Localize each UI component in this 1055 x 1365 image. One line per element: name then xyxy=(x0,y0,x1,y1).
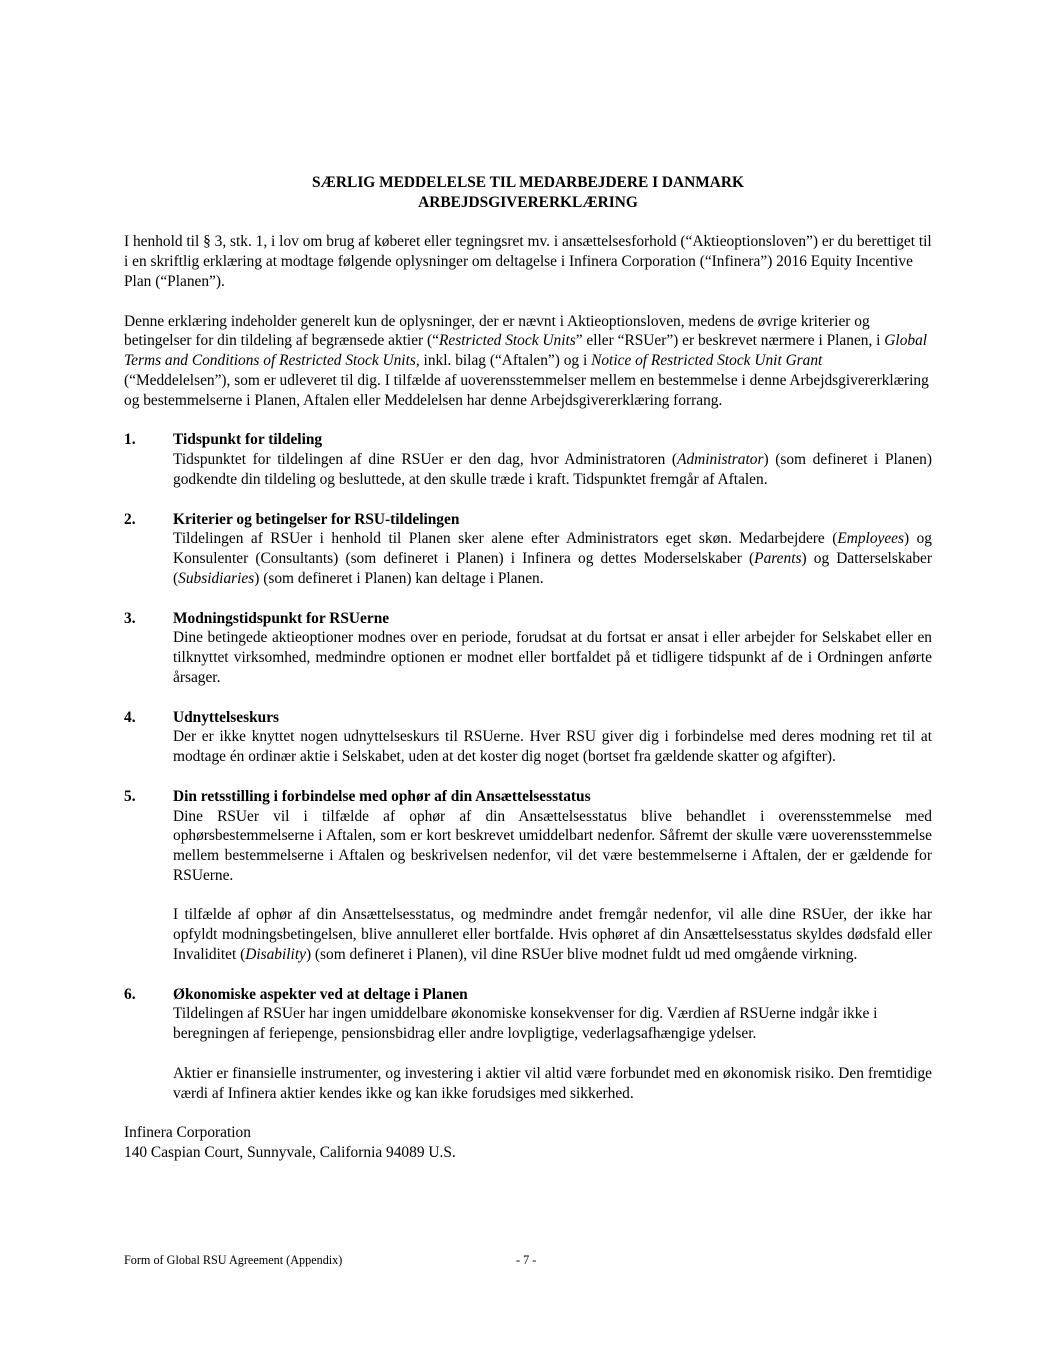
section-number: 6. xyxy=(124,985,136,1003)
section-5 xyxy=(124,787,932,965)
section-text: Tildelingen af RSUer har ingen umiddelbare økonomiske konsekvenser for dig. Værdien af RSUerne indgår ikke i beregningen af feriepenge, pensionsbidrag eller andre lovpligtige, vederlagsafhængige ydelser. xyxy=(173,1005,878,1043)
section-text: Dine RSUer vil i tilfælde af ophør af din Ansættelsesstatus blive behandlet i overensstemmelse med ophørsbestemmelserne i Aftalen, som er kort beskrevet umiddelbart nedenfor. Såfremt der skulle være uoverensstemmelse mellem bestemmelserne i Aftalen og beskrivelsen nedenfor, vil det være bestemmelserne i Aftalen, der er gældende for RSUerne. xyxy=(173,807,932,884)
document-subtitle: ARBEJDSGIVERERKLÆRING xyxy=(418,193,638,211)
section-heading: Kriterier og betingelser for RSU-tildelingen xyxy=(173,510,460,528)
section-number: 3. xyxy=(124,609,136,627)
company-name: Infinera Corporation xyxy=(124,1124,251,1142)
intro-paragraph-1: I henhold til § 3, stk. 1, i lov om brug af køberet eller tegningsret mv. i ansættelsesforhold (“Aktieoptionsloven”) er du berettiget til i en skriftlig erklæring at modtage følgende oplysninger om deltagelse i Infinera Corporation (“Infinera”) 2016 Equity Incentive Plan (“Planen”). xyxy=(124,233,932,290)
section-number: 5. xyxy=(124,787,136,805)
section-4 xyxy=(124,708,932,767)
section-number: 4. xyxy=(124,708,136,726)
section-number: 1. xyxy=(124,431,136,449)
section-1 xyxy=(124,430,932,489)
section-text: Dine betingede aktieoptioner modnes over en periode, forudsat at du fortsat er ansat i eller arbejder for Selskabet eller en tilknyttet virksomhed, medmindre optionen er modnet eller bortfaldet på et tidligere tidspunkt af de i Ordningen anførte årsager. xyxy=(173,629,932,686)
document-page xyxy=(124,173,932,1163)
section-heading: Modningstidspunkt for RSUerne xyxy=(173,609,390,627)
page-number: - 7 - xyxy=(516,1253,537,1267)
company-address: 140 Caspian Court, Sunnyvale, California 94089 U.S. xyxy=(124,1144,456,1162)
section-heading: Udnyttelseskurs xyxy=(173,708,280,726)
section-text-2: Aktier er finansielle instrumenter, og investering i aktier vil altid være forbundet med en økonomisk risiko. Den fremtidige værdi af Infinera aktier kendes ikke og kan ikke forudsiges med sikkerhed. xyxy=(173,1064,932,1102)
section-2 xyxy=(124,510,932,589)
intro-paragraph-2: Denne erklæring indeholder generelt kun de oplysninger, der er nævnt i Aktieoptionsloven, medens de øvrige kriterier og betingelser for din tildeling af begrænsede aktier (“Restricted Stock Units” eller “RSUer”) er beskrevet nærmere i Planen, i Global Terms and Conditions of Restricted Stock Units, inkl. bilag (“Aftalen”) og i Notice of Restricted Stock Unit Grant (“Meddelelsen”), som er udleveret til dig. I tilfælde af uoverensstemmelser mellem en bestemmelse i denne Arbejdsgivererklæring og bestemmelserne i Planen, Aftalen eller Meddelelsen har denne Arbejdsgivererklæring forrang. xyxy=(124,312,929,409)
section-number: 2. xyxy=(124,510,136,528)
section-text: Der er ikke knyttet nogen udnyttelseskurs til RSUerne. Hver RSU giver dig i forbindelse med deres modning ret til at modtage én ordinær aktie i Selskabet, uden at det koster dig noget (bortset fra gældende skatter og afgifter). xyxy=(173,728,932,766)
footer-document-name: Form of Global RSU Agreement (Appendix) xyxy=(124,1253,343,1267)
section-heading: Tidspunkt for tildeling xyxy=(173,431,323,449)
section-heading: Din retsstilling i forbindelse med ophør af din Ansættelsesstatus xyxy=(173,787,591,805)
section-heading: Økonomiske aspekter ved at deltage i Planen xyxy=(173,985,468,1003)
section-text: Tildelingen af RSUer i henhold til Planen sker alene efter Administrators eget skøn. Medarbejdere (Employees) og Konsulenter (Consultants) (som defineret i Planen) i Infinera og dettes Moderselskaber (Parents) og Datterselskaber (Subsidiaries) (som defineret i Planen) kan deltage i Planen. xyxy=(173,530,933,587)
section-text-2: I tilfælde af ophør af din Ansættelsesstatus, og medmindre andet fremgår nedenfor, vil alle dine RSUer, der ikke har opfyldt modningsbetingelsen, blive annulleret eller bortfalde. Hvis ophøret af din Ansættelsesstatus skyldes dødsfald eller Invaliditet (Disability) (som defineret i Planen), vil dine RSUer blive modnet fuldt ud med omgående virkning. xyxy=(173,906,932,964)
document-title: SÆRLIG MEDDELELSE TIL MEDARBEJDERE I DANMARK xyxy=(311,174,744,191)
section-3 xyxy=(124,609,932,688)
section-6 xyxy=(124,985,932,1104)
section-text: Tidspunktet for tildelingen af dine RSUer er den dag, hvor Administratoren (Administrator) (som defineret i Planen) godkendte din tildeling og besluttede, at den skulle træde i kraft. Tidspunktet fremgår af Aftalen. xyxy=(173,451,932,488)
